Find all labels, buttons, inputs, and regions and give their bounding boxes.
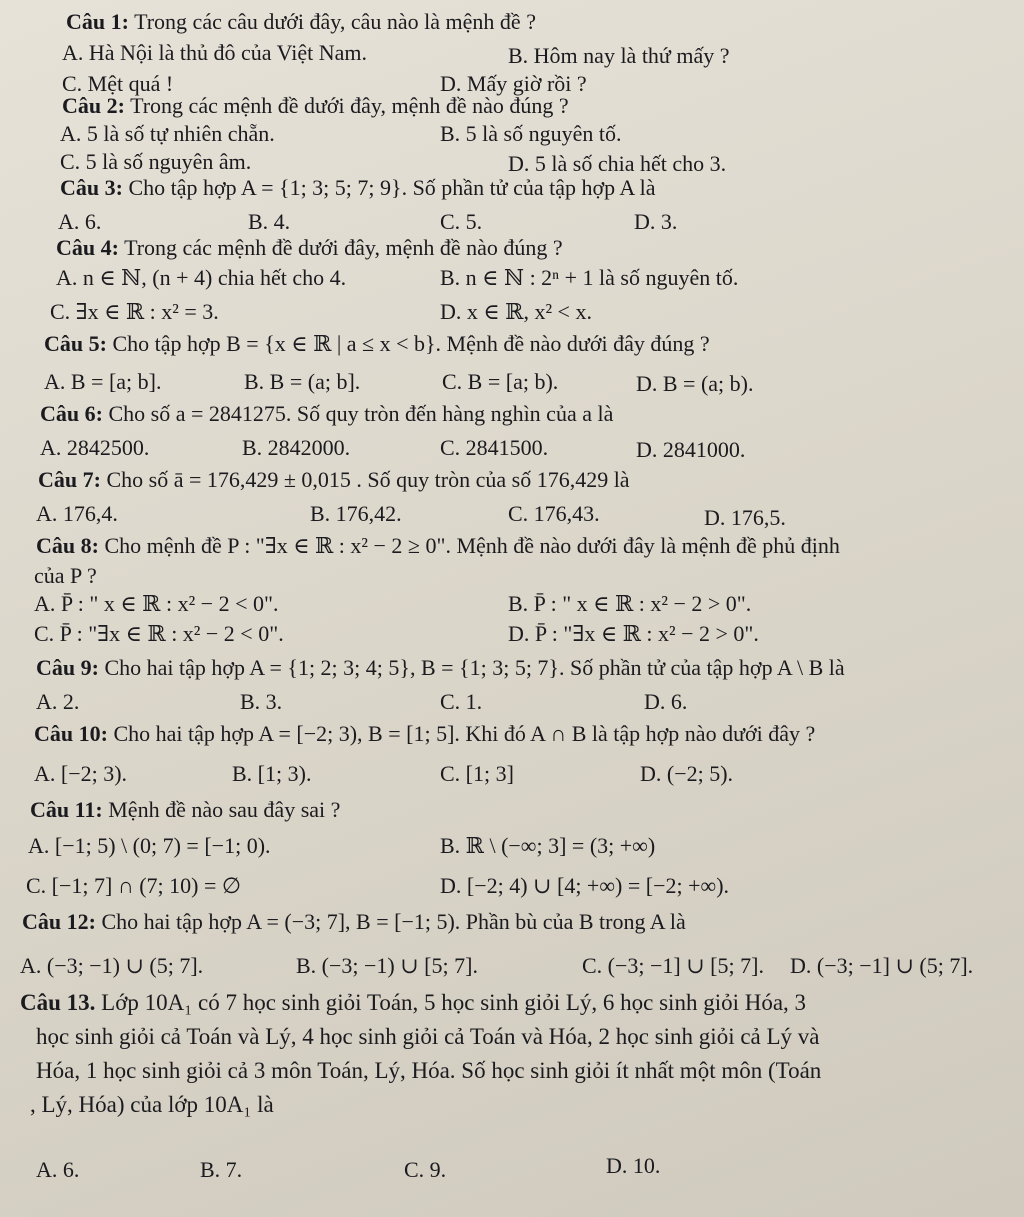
question-6-text: Cho số a = 2841275. Số quy tròn đến hàng nghìn của a là	[108, 401, 614, 426]
question-7-option-a: A. 176,4.	[36, 501, 118, 526]
question-2-option-d: D. 5 là số chia hết cho 3.	[508, 151, 727, 176]
question-6-title	[40, 400, 613, 428]
question-11-text: Mệnh đề nào sau đây sai ?	[108, 797, 341, 822]
question-5-title	[44, 330, 710, 358]
question-1-option-d: D. Mấy giờ rồi ?	[440, 71, 587, 96]
question-3-text: Cho tập hợp A = {1; 3; 5; 7; 9}. Số phần tử của tập hợp A là	[128, 175, 656, 200]
question-2-option-c: C. 5 là số nguyên âm.	[60, 149, 252, 174]
question-8-option-d: D. P̄ : "∃x ∈ ℝ : x² − 2 > 0".	[508, 621, 759, 646]
question-3-option-d: D. 3.	[634, 209, 678, 234]
question-3-option-b: B. 4.	[248, 209, 291, 234]
question-7-text: Cho số ā = 176,429 ± 0,015 . Số quy tròn của số 176,429 là	[106, 467, 630, 492]
question-8-option-b: B. P̄ : " x ∈ ℝ : x² − 2 > 0".	[508, 591, 752, 616]
question-11-option-c: C. [−1; 7] ∩ (7; 10) = ∅	[26, 873, 242, 898]
question-5-label: Câu 5:	[44, 331, 107, 356]
question-7-option-c: C. 176,43.	[508, 501, 600, 526]
question-8-option-c: C. P̄ : "∃x ∈ ℝ : x² − 2 < 0".	[34, 621, 284, 646]
question-13-line-2: học sinh giỏi cả Toán và Lý, 4 học sinh giỏi cả Toán và Hóa, 2 học sinh giỏi cả Lý và	[36, 1024, 820, 1049]
question-3-title	[60, 174, 656, 202]
question-9-title	[36, 654, 845, 682]
question-13-option-b: B. 7.	[200, 1157, 243, 1182]
question-6-label: Câu 6:	[40, 401, 103, 426]
question-5-text: Cho tập hợp B = {x ∈ ℝ | a ≤ x < b}. Mệnh đề nào dưới đây đúng ?	[112, 331, 710, 356]
question-13-label: Câu 13.	[20, 990, 96, 1015]
question-1-option-b: B. Hôm nay là thứ mấy ?	[508, 43, 730, 68]
question-13-option-a: A. 6.	[36, 1157, 80, 1182]
question-4-option-b: B. n ∈ ℕ : 2ⁿ + 1 là số nguyên tố.	[440, 265, 739, 290]
question-1-label: Câu 1:	[66, 9, 129, 34]
question-13-option-d: D. 10.	[606, 1153, 661, 1178]
question-1-title	[66, 8, 536, 36]
question-8-label: Câu 8:	[36, 533, 99, 558]
question-10-option-a: A. [−2; 3).	[34, 761, 128, 786]
question-9-text: Cho hai tập hợp A = {1; 2; 3; 4; 5}, B = {1; 3; 5; 7}. Số phần tử của tập hợp A \ B là	[104, 655, 845, 680]
question-3-label: Câu 3:	[60, 175, 123, 200]
question-7-option-d: D. 176,5.	[704, 505, 786, 530]
question-4-title	[56, 234, 563, 262]
question-5-option-d: D. B = (a; b).	[636, 371, 754, 396]
question-13-option-c: C. 9.	[404, 1157, 447, 1182]
question-12-label: Câu 12:	[22, 909, 96, 934]
question-5-option-a: A. B = [a; b].	[44, 369, 162, 394]
question-4-label: Câu 4:	[56, 235, 119, 260]
question-3-option-c: C. 5.	[440, 209, 483, 234]
question-12-title	[22, 908, 686, 936]
question-8-title-cont: của P ?	[34, 563, 97, 588]
question-7-option-b: B. 176,42.	[310, 501, 402, 526]
question-12-text: Cho hai tập hợp A = (−3; 7], B = [−1; 5). Phần bù của B trong A là	[101, 909, 686, 934]
question-13-line-4: , Lý, Hóa) của lớp 10A₁ là	[30, 1092, 274, 1117]
question-2-option-b: B. 5 là số nguyên tố.	[440, 121, 622, 146]
question-2-text: Trong các mệnh đề dưới đây, mệnh đề nào đúng ?	[130, 93, 569, 118]
question-1-text: Trong các câu dưới đây, câu nào là mệnh đề ?	[134, 9, 536, 34]
question-11-title	[30, 796, 340, 824]
question-2-title	[62, 92, 569, 120]
question-11-option-a: A. [−1; 5) \ (0; 7) = [−1; 0).	[28, 833, 271, 858]
question-4-option-d: D. x ∈ ℝ, x² < x.	[440, 299, 592, 324]
question-10-label: Câu 10:	[34, 721, 108, 746]
question-13-line-1	[20, 986, 980, 1020]
question-5-option-c: C. B = [a; b).	[442, 369, 559, 394]
question-10-option-b: B. [1; 3).	[232, 761, 312, 786]
question-7-label: Câu 7:	[38, 467, 101, 492]
question-9-option-d: D. 6.	[644, 689, 688, 714]
question-6-option-d: D. 2841000.	[636, 437, 746, 462]
question-2-option-a: A. 5 là số tự nhiên chẵn.	[60, 121, 275, 146]
question-12-option-c: C. (−3; −1] ∪ [5; 7].	[582, 953, 764, 978]
question-13-line-1-text: Lớp 10A₁ có 7 học sinh giỏi Toán, 5 học sinh giỏi Lý, 6 học sinh giỏi Hóa, 3	[101, 990, 807, 1015]
question-4-option-c: C. ∃x ∈ ℝ : x² = 3.	[50, 299, 219, 324]
question-13-paragraph	[20, 986, 980, 1122]
question-3-option-a: A. 6.	[58, 209, 102, 234]
question-11-label: Câu 11:	[30, 797, 103, 822]
question-12-option-a: A. (−3; −1) ∪ (5; 7].	[20, 953, 204, 978]
question-4-text: Trong các mệnh đề dưới đây, mệnh đề nào đúng ?	[124, 235, 563, 260]
question-6-option-c: C. 2841500.	[440, 435, 549, 460]
question-1-option-a: A. Hà Nội là thủ đô của Việt Nam.	[62, 40, 367, 65]
question-1-option-c: C. Mệt quá !	[62, 71, 174, 96]
question-6-option-a: A. 2842500.	[40, 435, 150, 460]
question-10-title	[34, 720, 815, 748]
question-8-title	[36, 532, 840, 560]
question-9-label: Câu 9:	[36, 655, 99, 680]
question-10-text: Cho hai tập hợp A = [−2; 3), B = [1; 5]. Khi đó A ∩ B là tập hợp nào dưới đây ?	[113, 721, 816, 746]
question-10-option-c: C. [1; 3]	[440, 761, 514, 786]
question-10-option-d: D. (−2; 5).	[640, 761, 734, 786]
question-2-label: Câu 2:	[62, 93, 125, 118]
question-9-option-c: C. 1.	[440, 689, 483, 714]
question-9-option-a: A. 2.	[36, 689, 80, 714]
question-11-option-d: D. [−2; 4) ∪ [4; +∞) = [−2; +∞).	[440, 873, 730, 898]
question-4-option-a: A. n ∈ ℕ, (n + 4) chia hết cho 4.	[56, 265, 347, 290]
question-8-text: Cho mệnh đề P : "∃x ∈ ℝ : x² − 2 ≥ 0". Mệnh đề nào dưới đây là mệnh đề phủ định	[104, 533, 840, 558]
question-6-option-b: B. 2842000.	[242, 435, 351, 460]
question-7-title	[38, 466, 630, 494]
question-8-option-a: A. P̄ : " x ∈ ℝ : x² − 2 < 0".	[34, 591, 279, 616]
question-11-option-b: B. ℝ \ (−∞; 3] = (3; +∞)	[440, 833, 656, 858]
question-12-option-b: B. (−3; −1) ∪ [5; 7].	[296, 953, 478, 978]
question-12-option-d: D. (−3; −1] ∪ (5; 7].	[790, 953, 974, 978]
question-9-option-b: B. 3.	[240, 689, 283, 714]
question-13-line-3: Hóa, 1 học sinh giỏi cả 3 môn Toán, Lý, Hóa. Số học sinh giỏi ít nhất một môn (Toán	[36, 1058, 822, 1083]
question-5-option-b: B. B = (a; b].	[244, 369, 361, 394]
